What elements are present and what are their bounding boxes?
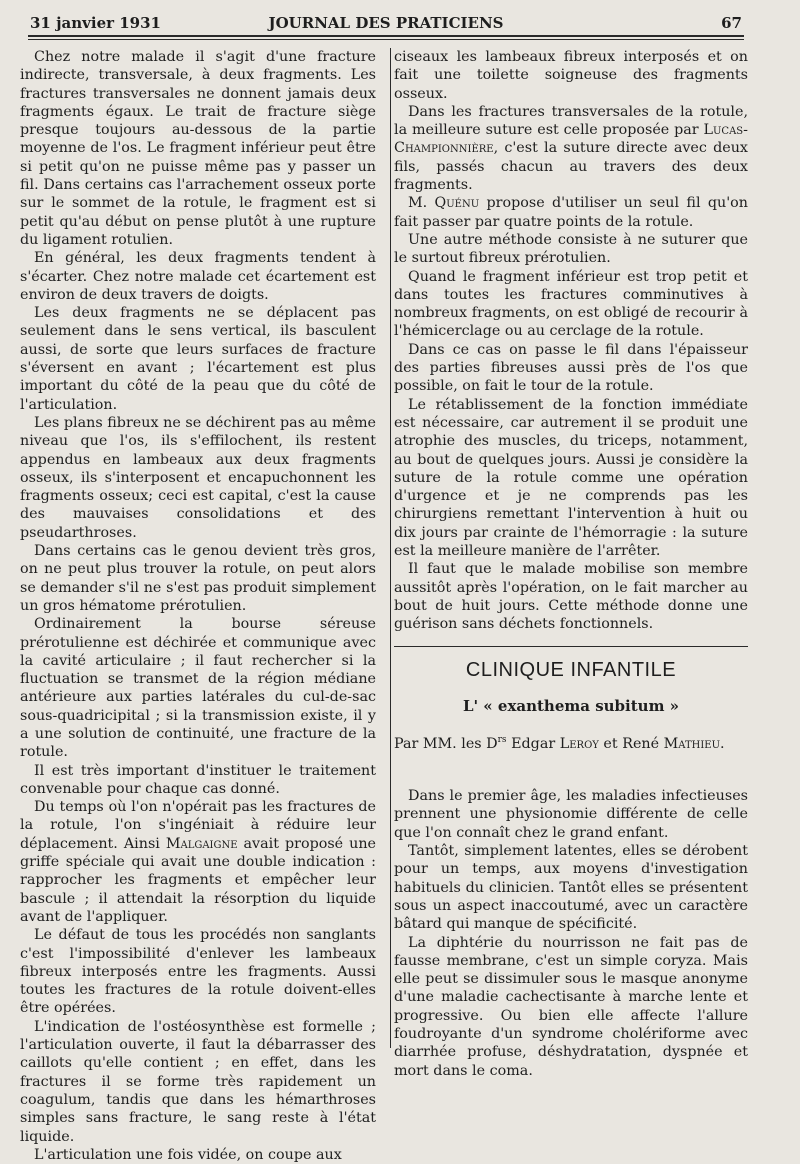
paragraph: Dans le premier âge, les maladies infectieuses prennent une physionomie différente de celle que l'on connaît chez le grand enfant. xyxy=(394,788,748,841)
paragraph: Chez notre malade il s'agit d'une fracture indirecte, transversale, à deux fragments. Les fractures transversales ne donnent jamais deux fragments égaux. Le trait de fracture siège presque toujours au-dessous de la partie moyenne de l'os. Le fragment inférieur peut être si petit qu'on ne puisse même pas y passer un fil. Dans certains cas l'arrachement osseux porte sur le sommet de la rotule, le fragment est si petit qu'au début on pense plutôt à une rupture du ligament rotulien. xyxy=(20,49,376,248)
author-first-name: René xyxy=(622,735,660,752)
paragraph xyxy=(394,194,748,231)
paragraph: La diphtérie du nourrisson ne fait pas de fausse membrane, c'est un simple coryza. Mais elle peut se dissimuler sous le masque anonyme d'une maladie cachectisante à marche lente et progressive. Ou bien elle affecte l'allure foudroyante d'un syndrome cholériforme avec diarrhée profuse, déshydratation, dyspnée et mort dans le coma. xyxy=(394,934,748,1079)
text-run: avait proposé une griffe spéciale qui avait une double indication : rapprocher les fragments et empêcher leur bascule ; il attendait la résorption du liquide avant de l'appliquer. xyxy=(20,835,376,925)
paragraph: Il faut que le malade mobilise son membre aussitôt après l'opération, on le fait marcher au bout de huit jours. Cette méthode donne une guérison sans déchets fonctionnels. xyxy=(394,561,748,633)
author-first-name: Edgar xyxy=(511,735,556,752)
byline-sup: rs xyxy=(497,735,507,746)
paragraph xyxy=(394,103,748,194)
paragraph: En général, les deux fragments tendent à s'écarter. Chez notre malade cet écartement est environ de deux travers de doigts. xyxy=(20,250,376,303)
author-name: Quénu xyxy=(434,195,480,212)
right-column xyxy=(394,48,748,1080)
paragraph: L'indication de l'ostéosynthèse est formelle ; l'articulation ouverte, il faut la débarrasser des caillots qu'elle contient ; en effet, dans les fractures il se forme très rapidement un coagulum, tandis que dans les hémarthroses simples sans fracture, le sang reste à l'état liquide. xyxy=(20,1018,376,1145)
paragraph: Les plans fibreux ne se déchirent pas au même niveau que l'os, ils s'effilochent, ils restent appendus en lambeaux aux deux fragments osseux, ils s'interposent et encapuchonnent les fragments osseux; ceci est capital, c'est la cause des mauvaises consolidations et des pseudarthroses. xyxy=(20,414,376,541)
header-rule-thin xyxy=(28,39,744,40)
header-rule xyxy=(28,35,744,37)
text-run: Dans les fractures transversales de la rotule, la meilleure suture est celle proposée par xyxy=(394,103,748,139)
byline-end: . xyxy=(720,735,725,752)
paragraph: Une autre méthode consiste à ne suturer que le surtout fibreux prérotulien. xyxy=(394,231,748,267)
paragraph: Le défaut de tous les procédés non sanglants c'est l'impossibilité d'enlever les lambeaux fibreux interposés entre les fragments. Aussi toutes les fractures de la rotule doivent-elles être opérées. xyxy=(20,927,376,1017)
paragraph: Quand le fragment inférieur est trop petit et dans toutes les fractures comminutives à nombreux fragments, on est obligé de recourir à l'hémicerclage ou au cerclage de la rotule. xyxy=(394,268,748,340)
paragraph: Dans certains cas le genou devient très gros, on ne peut plus trouver la rotule, on peut alors se demander s'il ne s'est pas produit simplement un gros hématome prérotulien. xyxy=(20,543,376,614)
left-column xyxy=(20,48,376,1164)
text-run: Du temps où l'on n'opérait pas les fractures de la rotule, l'on s'ingéniait à réduire leur déplacement. Ainsi xyxy=(20,799,376,852)
author-last-name: Mathieu xyxy=(663,735,721,752)
section-title: CLINIQUE INFANTILE xyxy=(465,658,677,681)
section-divider xyxy=(394,646,748,647)
paragraph: Il est très important d'instituer le traitement convenable pour chaque cas donné. xyxy=(20,762,376,797)
paragraph: L'articulation une fois vidée, on coupe aux xyxy=(34,1146,342,1163)
byline-prefix: Par MM. les D xyxy=(394,735,498,752)
article-title: L' « exanthema subitum » xyxy=(462,696,680,715)
paragraph: Ordinairement la bourse séreuse prérotulienne est déchirée et communique avec la cavité articulaire ; il faut rechercher si la fluctuation se transmet de la région médiane antérieure aux parties latérales du cul-de-sac sous-quadricipital ; si la transmission existe, il y a une solution de continuité, une fracture de la rotule. xyxy=(20,616,376,761)
journal-title: JOURNAL DES PRATICIENS xyxy=(268,14,504,32)
byline-conjunction: et xyxy=(603,735,618,752)
text-run: M. xyxy=(408,195,435,212)
paragraph: Tantôt, simplement latentes, elles se dérobent pour un temps, aux moyens d'investigation habituels du clinicien. Tantôt elles se présentent sous un aspect inaccoutumé, avec un caractère bâtard qui manque de spécificité. xyxy=(394,843,748,933)
text-run: propose d'utiliser un seul fil qu'on fait passer par quatre points de la rotule. xyxy=(394,195,748,230)
author-name: Lucas-Championnière xyxy=(394,122,748,157)
column-divider xyxy=(390,48,391,1048)
byline xyxy=(394,731,748,753)
issue-date: 31 janvier 1931 xyxy=(30,14,161,32)
paragraph: Le rétablissement de la fonction immédiate est nécessaire, car autrement il se produit une atrophie des muscles, du triceps, notamment, au bout de quelques jours. Aussi je considère la suture de la rotule comme une opération d'urgence et je ne comprends pas les chirurgiens remettant l'intervention à huit ou dix jours par crainte de l'hémorragie : la suture est la meilleure manière de l'arrêter. xyxy=(394,396,748,560)
running-header xyxy=(30,14,742,36)
paragraph xyxy=(20,798,376,926)
page-number: 67 xyxy=(721,14,742,32)
paragraph: ciseaux les lambeaux fibreux interposés et on fait une toilette soigneuse des fragments osseux. xyxy=(394,49,748,102)
text-run: , c'est la suture directe avec deux fils, passés chacun au travers des deux fragments. xyxy=(394,140,748,194)
author-last-name: Leroy xyxy=(559,735,599,752)
paragraph: Les deux fragments ne se déplacent pas seulement dans le sens vertical, ils basculent aussi, de sorte que leurs surfaces de fracture s'éversent en avant ; l'écartement est plus important du côté de la peau que du côté de l'articulation. xyxy=(20,305,376,413)
paragraph: Dans ce cas on passe le fil dans l'épaisseur des parties fibreuses aussi près de l'os que possible, on fait le tour de la rotule. xyxy=(394,341,748,395)
author-name: Malgaigne xyxy=(165,835,238,852)
